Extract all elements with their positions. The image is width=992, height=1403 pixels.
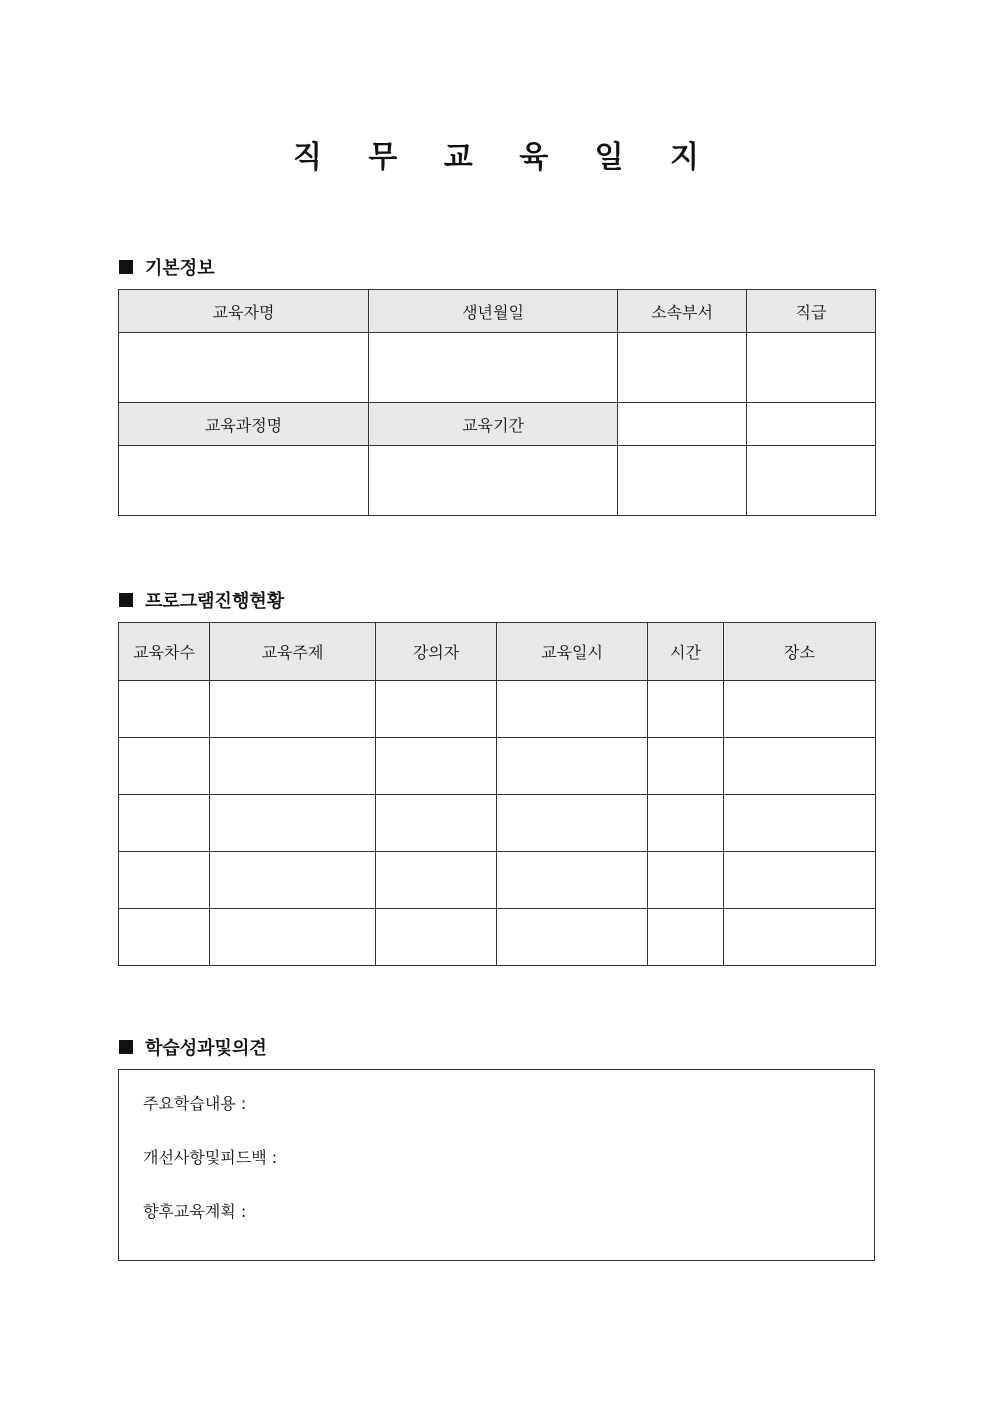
datetime-cell[interactable] bbox=[497, 738, 648, 795]
square-bullet-icon bbox=[119, 260, 133, 274]
datetime-cell[interactable] bbox=[497, 909, 648, 966]
section-heading-label: 기본정보 bbox=[145, 258, 215, 279]
datetime-cell[interactable] bbox=[497, 795, 648, 852]
lecturer-cell[interactable] bbox=[376, 909, 497, 966]
lecturer-cell[interactable] bbox=[376, 738, 497, 795]
hours-cell[interactable] bbox=[648, 852, 724, 909]
topic-cell[interactable] bbox=[210, 681, 376, 738]
section-heading-basic-info bbox=[119, 254, 215, 280]
section-heading-program bbox=[119, 587, 284, 613]
page-title: 직 무 교 육 일 지 bbox=[292, 140, 718, 175]
section-heading-label: 프로그램진행현황 bbox=[145, 591, 285, 612]
header-birthdate: 생년월일 bbox=[369, 290, 618, 333]
session-cell[interactable] bbox=[119, 852, 210, 909]
table-row bbox=[119, 852, 876, 909]
session-cell[interactable] bbox=[119, 909, 210, 966]
datetime-cell[interactable] bbox=[497, 681, 648, 738]
header-department: 소속부서 bbox=[618, 290, 747, 333]
datetime-cell[interactable] bbox=[497, 852, 648, 909]
department-cell[interactable] bbox=[618, 333, 747, 403]
header-rank: 직급 bbox=[747, 290, 876, 333]
lecturer-cell[interactable] bbox=[376, 681, 497, 738]
location-cell[interactable] bbox=[724, 909, 876, 966]
header-topic: 교육주제 bbox=[210, 623, 376, 681]
session-cell[interactable] bbox=[119, 681, 210, 738]
table-row bbox=[119, 738, 876, 795]
lecturer-cell[interactable] bbox=[376, 795, 497, 852]
session-cell[interactable] bbox=[119, 795, 210, 852]
topic-cell[interactable] bbox=[210, 852, 376, 909]
table-row bbox=[119, 909, 876, 966]
table-row bbox=[119, 681, 876, 738]
lecturer-cell[interactable] bbox=[376, 852, 497, 909]
future-plan-label: 향후교육계획 : bbox=[143, 1202, 247, 1221]
basic-info-table bbox=[118, 289, 876, 516]
location-cell[interactable] bbox=[724, 738, 876, 795]
improvement-feedback-label: 개선사항및피드백 : bbox=[143, 1148, 278, 1167]
header-course-period: 교육기간 bbox=[369, 403, 618, 446]
header-course-name: 교육과정명 bbox=[119, 403, 369, 446]
header-trainee-name: 교육자명 bbox=[119, 290, 369, 333]
square-bullet-icon bbox=[119, 593, 133, 607]
blank-cell[interactable] bbox=[618, 403, 747, 446]
topic-cell[interactable] bbox=[210, 909, 376, 966]
topic-cell[interactable] bbox=[210, 738, 376, 795]
course-name-cell[interactable] bbox=[119, 446, 369, 516]
table-row bbox=[119, 795, 876, 852]
hours-cell[interactable] bbox=[648, 795, 724, 852]
session-cell[interactable] bbox=[119, 738, 210, 795]
program-table bbox=[118, 622, 876, 966]
header-hours: 시간 bbox=[648, 623, 724, 681]
blank-cell[interactable] bbox=[747, 446, 876, 516]
square-bullet-icon bbox=[119, 1040, 133, 1054]
location-cell[interactable] bbox=[724, 681, 876, 738]
location-cell[interactable] bbox=[724, 852, 876, 909]
section-heading-learning bbox=[119, 1034, 267, 1060]
section-heading-label: 학습성과및의견 bbox=[145, 1038, 267, 1059]
header-session: 교육차수 bbox=[119, 623, 210, 681]
blank-cell[interactable] bbox=[618, 446, 747, 516]
trainee-name-cell[interactable] bbox=[119, 333, 369, 403]
rank-cell[interactable] bbox=[747, 333, 876, 403]
hours-cell[interactable] bbox=[648, 738, 724, 795]
header-lecturer: 강의자 bbox=[376, 623, 497, 681]
blank-cell[interactable] bbox=[747, 403, 876, 446]
header-location: 장소 bbox=[724, 623, 876, 681]
topic-cell[interactable] bbox=[210, 795, 376, 852]
learning-outcomes-box[interactable] bbox=[118, 1069, 875, 1261]
birthdate-cell[interactable] bbox=[369, 333, 618, 403]
hours-cell[interactable] bbox=[648, 909, 724, 966]
main-learning-content-label: 주요학습내용 : bbox=[143, 1094, 247, 1113]
header-datetime: 교육일시 bbox=[497, 623, 648, 681]
location-cell[interactable] bbox=[724, 795, 876, 852]
hours-cell[interactable] bbox=[648, 681, 724, 738]
course-period-cell[interactable] bbox=[369, 446, 618, 516]
